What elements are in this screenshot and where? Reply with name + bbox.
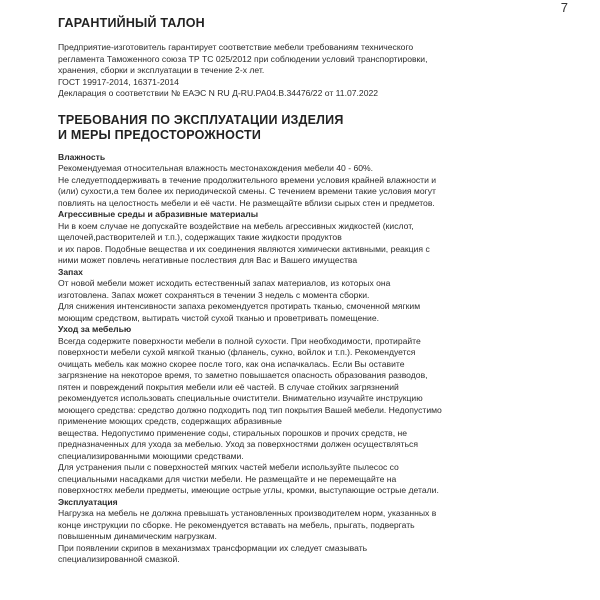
section-line: и их паров. Подобные вещества и их соединения являются химически активными, реакция с xyxy=(58,243,430,254)
section-line: (или) сухости,а тем более их периодической смены. С течением времени такие условия могут xyxy=(58,186,436,196)
page-number: 7 xyxy=(560,0,568,15)
section-line: применение моющих средств, содержащих абразивные xyxy=(58,416,282,426)
section-line: специальными насадками для чистки мебели. Не размещайте и не перемещайте на xyxy=(58,473,397,484)
warranty-title: ГАРАНТИЙНЫЙ ТАЛОН xyxy=(58,16,205,30)
section-line: Рекомендуемая относительная влажность местонахождения мебели 40 - 60%. xyxy=(58,163,374,173)
section-line: При появлении скрипов в механизмах трансформации их следует смазывать xyxy=(58,542,368,553)
section xyxy=(58,497,548,566)
section-line: моющего средства: средство должно подходить под тип покрытия Вашей мебели. Недопустимо xyxy=(58,404,442,415)
section-line: конце инструкции по сборке. Не рекомендуется вставать на мебель, прыгать, подвергать xyxy=(58,519,415,530)
warranty-line: регламента Таможенного союза ТР ТС 025/2012 при соблюдении условий транспортировки, xyxy=(58,53,428,64)
section-line: повышенным динамическим нагрузкам. xyxy=(58,531,217,541)
section-line: От новой мебели может исходить естественный запах материалов, из которых она xyxy=(58,278,391,288)
section-line: предназначенных для ухода за мебелью. Уход за поверхностями должен осуществляться xyxy=(58,439,419,449)
requirements-sections xyxy=(58,152,548,566)
section xyxy=(58,209,548,267)
section-line: специализированными моющими средствами. xyxy=(58,450,244,461)
section-line: специализированной смазкой. xyxy=(58,554,180,564)
warranty-line: хранения, сборки и эксплуатации в течение 2-х лет. xyxy=(58,65,265,75)
section xyxy=(58,152,548,210)
section-heading: Влажность xyxy=(58,151,106,162)
section-line: вещества. Недопустимо применение соды, стиральных порошков и прочих средств, не xyxy=(58,427,408,438)
section-line: Всегда содержите поверхности мебели в полной сухости. При необходимости, протирайте xyxy=(58,335,421,346)
section-line: Не следуетподдерживать в течение продолжительного времени условия крайней влажности и xyxy=(58,174,437,185)
section-line: поверхностях мебели предметы, имеющие острые углы, кромки, выступающие острые детали. xyxy=(58,485,439,495)
section-heading: Запах xyxy=(58,266,83,277)
section-line: загрязнение на некоторое время, то заметно повышается опасность образования разводов, xyxy=(58,370,428,380)
warranty-line: ГОСТ 19917-2014, 16371-2014 xyxy=(58,76,179,87)
section-heading: Агрессивные среды и абразивные материалы xyxy=(58,209,259,219)
section-line: очищать мебель как можно скорее после того, как она испачкалась. Если Вы оставите xyxy=(58,358,405,369)
requirements-title-line-2: И МЕРЫ ПРЕДОСТОРОЖНОСТИ xyxy=(58,127,262,142)
section-line: Ни в коем случае не допускайте воздействие на мебель агрессивных жидкостей (кислот, xyxy=(58,220,414,231)
warranty-text xyxy=(58,42,548,100)
section-line: моющим средством, вытирать чистой сухой тканью и проветривать помещение. xyxy=(58,312,379,323)
section-line: пятен и повреждений покрытия мебели или её частей. В случае стойких загрязнений xyxy=(58,381,399,392)
section-line: поверхности мебели сухой мягкой тканью (фланель, сукно, войлок и т.п.). Рекомендуется xyxy=(58,347,416,357)
requirements-title-line-1: ТРЕБОВАНИЯ ПО ЭКСПЛУАТАЦИИ ИЗДЕЛИЯ xyxy=(58,112,344,127)
section-line: Для снижения интенсивности запаха рекомендуется протирать тканью, смоченной мягким xyxy=(58,301,421,311)
section xyxy=(58,324,548,497)
section-line: рекомендуется использовать специальные очистители. Внимательно изучайте инструкцию xyxy=(58,393,423,403)
section-line: повлиять на целостность мебели и её части. Не размещайте вблизи сырых стен и предметов. xyxy=(58,197,435,208)
warranty-line: Декларация о соответствии № ЕАЭС N RU Д-RU.РА04.В.34476/22 от 11.07.2022 xyxy=(58,88,379,98)
section-line: щелочей,растворителей и т.п.), содержащих такие жидкости продуктов xyxy=(58,232,342,242)
section-heading: Эксплуатация xyxy=(58,496,118,507)
section xyxy=(58,267,548,325)
section-heading: Уход за мебелью xyxy=(58,324,132,334)
section-line: изготовлена. Запах может сохраняться в течении 3 недель с момента сборки. xyxy=(58,289,370,300)
document-content xyxy=(58,16,548,566)
section-line: ними может повлечь негативные послествия для Вас и Вашего имущества xyxy=(58,255,358,265)
section-line: Нагрузка на мебель не должна превышать установленных производителем норм, указанных в xyxy=(58,508,437,518)
warranty-line: Предприятие-изготовитель гарантирует соответствие мебели требованиям технического xyxy=(58,42,414,52)
requirements-title xyxy=(58,113,548,143)
section-line: Для устранения пыли с поверхностей мягких частей мебели используйте пылесос со xyxy=(58,462,399,472)
